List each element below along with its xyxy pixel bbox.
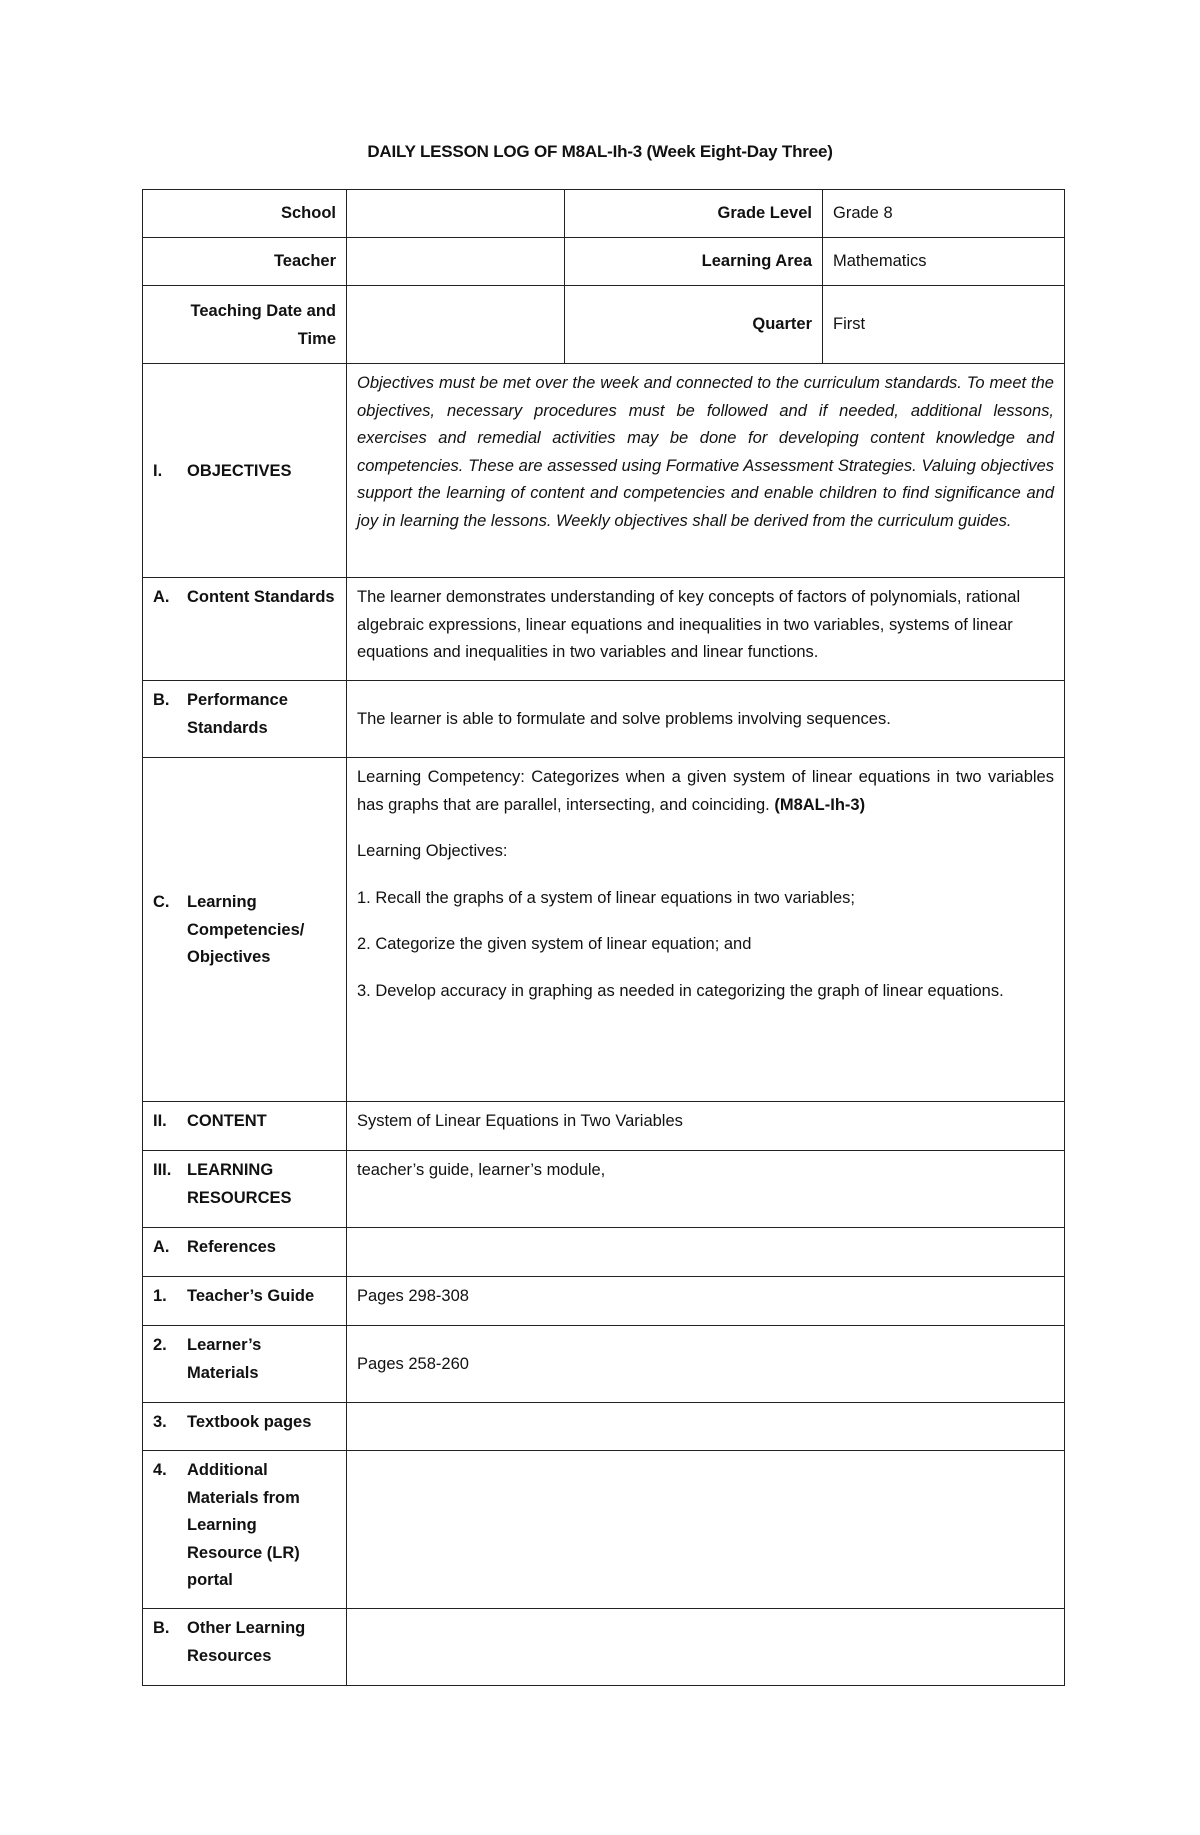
learning-objective-3: 3. Develop accuracy in graphing as needed in categorizing the graph of linear equations. (357, 981, 1004, 1000)
additional-materials-heading: 4. Additional Materials from Learning Resource (LR) portal (153, 1461, 300, 1589)
row-learning-resources (143, 1151, 1065, 1228)
header-table (142, 189, 1065, 364)
performance-standards-heading: B. Performance Standards (153, 691, 288, 737)
row-other-learning-resources (143, 1609, 1065, 1686)
row-textbook-pages (143, 1403, 1065, 1451)
competency-code: (M8AL-Ih-3) (774, 795, 866, 814)
teacher-label: Teacher (143, 238, 347, 286)
learners-materials-heading: 2. Learner’s Materials (153, 1336, 262, 1382)
additional-materials-text[interactable] (347, 1451, 1065, 1609)
learning-resources-heading: III. LEARNING RESOURCES (153, 1161, 292, 1207)
row-additional-materials (143, 1451, 1065, 1609)
learning-competencies-heading: C. Learning Competencies/ Objectives (153, 893, 305, 967)
content-heading: II. CONTENT (153, 1112, 267, 1130)
school-field[interactable] (347, 190, 565, 238)
row-learners-materials (143, 1326, 1065, 1403)
header-row-school (143, 190, 1065, 238)
content-standards-heading: A. Content Standards (153, 588, 335, 606)
teaching-date-field[interactable] (347, 286, 565, 364)
content-text: System of Linear Equations in Two Variables (347, 1102, 1065, 1151)
performance-standards-text: The learner is able to formulate and solve problems involving sequences. (347, 681, 1065, 758)
quarter-field[interactable]: First (823, 286, 1065, 364)
objectives-heading: I. OBJECTIVES (153, 461, 292, 480)
content-standards-text: The learner demonstrates understanding of key concepts of factors of polynomials, rational algebraic expressions, linear equations and inequalities in two variables, systems of linear equations and inequalities in two variables and linear functions. (347, 578, 1065, 681)
row-performance-standards (143, 681, 1065, 758)
teacher-field[interactable] (347, 238, 565, 286)
references-text[interactable] (347, 1228, 1065, 1277)
learners-materials-text: Pages 258-260 (347, 1326, 1065, 1403)
row-content-standards (143, 578, 1065, 681)
grade-level-field[interactable]: Grade 8 (823, 190, 1065, 238)
learning-competencies-cell (347, 758, 1065, 1102)
lesson-table (142, 363, 1065, 1686)
page-title: DAILY LESSON LOG OF M8AL-Ih-3 (Week Eight-Day Three) (367, 142, 833, 161)
learning-objectives-heading: Learning Objectives: (357, 842, 508, 860)
other-learning-resources-heading: B. Other Learning Resources (153, 1619, 306, 1665)
objectives-text: Objectives must be met over the week and connected to the curriculum standards. To meet the objectives, necessary procedures must be followed and if needed, additional lessons, exercises and remedial activities may be done for developing content knowledge and competencies. These are assessed using Formative Assessment Strategies. Valuing objectives support the learning of content and competencies and enable children to find significance and joy in learning the lessons. Weekly objectives shall be derived from the curriculum guides. (347, 364, 1065, 578)
row-teachers-guide (143, 1277, 1065, 1326)
quarter-label: Quarter (565, 286, 823, 364)
references-heading: A. References (153, 1238, 276, 1256)
learning-area-label: Learning Area (565, 238, 823, 286)
teachers-guide-heading: 1. Teacher’s Guide (153, 1287, 315, 1305)
grade-level-label: Grade Level (565, 190, 823, 238)
row-learning-competencies (143, 758, 1065, 1102)
header-row-date (143, 286, 1065, 364)
textbook-pages-heading: 3. Textbook pages (153, 1413, 312, 1431)
other-learning-resources-text[interactable] (347, 1609, 1065, 1686)
header-row-teacher (143, 238, 1065, 286)
learning-area-field[interactable]: Mathematics (823, 238, 1065, 286)
learning-resources-text: teacher’s guide, learner’s module, (347, 1151, 1065, 1228)
row-objectives (143, 364, 1065, 578)
teachers-guide-text: Pages 298-308 (347, 1277, 1065, 1326)
textbook-pages-text[interactable] (347, 1403, 1065, 1451)
learning-objective-2: 2. Categorize the given system of linear equation; and (357, 935, 752, 953)
learning-objective-1: 1. Recall the graphs of a system of linear equations in two variables; (357, 888, 856, 907)
school-label: School (143, 190, 347, 238)
teaching-date-label: Teaching Date and Time (143, 286, 347, 364)
learning-competency: Learning Competency: Categorizes when a given system of linear equations in two variables has graphs that are parallel, intersecting, and coinciding. (M8AL-Ih-3) (357, 768, 1054, 814)
row-references (143, 1228, 1065, 1277)
row-content (143, 1102, 1065, 1151)
